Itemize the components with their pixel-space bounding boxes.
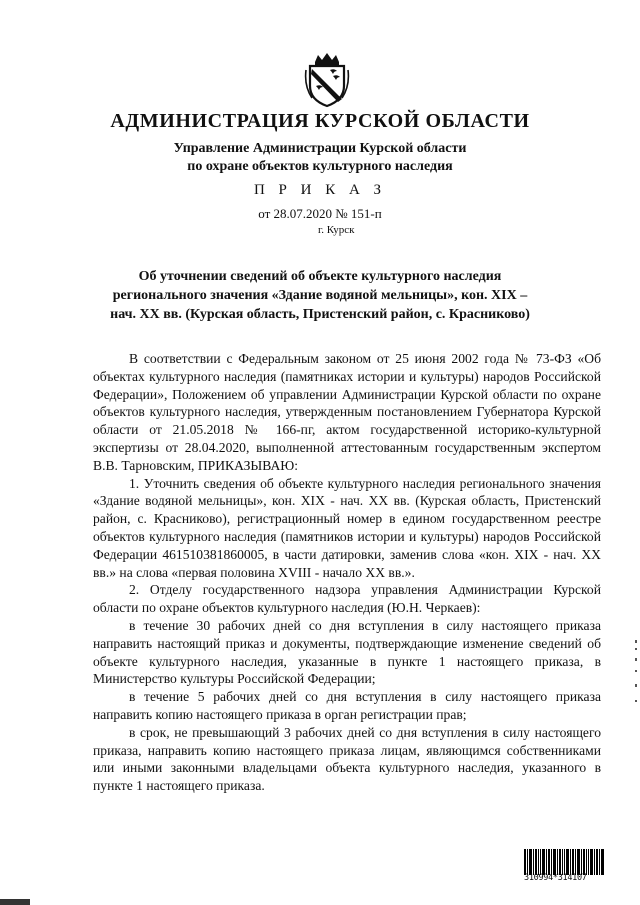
coat-of-arms-icon: [304, 52, 350, 108]
document-date-number: от 28.07.2020 № 151-п: [258, 206, 382, 221]
barcode: [524, 849, 604, 885]
scan-edge-marks: [634, 640, 638, 740]
body-paragraph-item-2: 2. Отделу государственного надзора управления Администрации Курской области по охране объектов культурного наследия (Ю.Н. Черкаев):: [93, 582, 601, 616]
subject-line-1: Об уточнении сведений об объекте культурного наследия: [138, 269, 502, 284]
body-paragraph-item-1: 1. Уточнить сведения об объекте культурного наследия регионального значения «Здание водяной мельницы», кон. XIX - нач. XX вв. (Курская область, Пристенский район, с. Красниково), регистрационный номер в едином государственном реестре объектов культурного наследия (памятников истории и культуры) народов Российской Федерации 461510381860005, в части датировки, заменив слова «кон. XIX - нач. XX вв.» на слова «первая половина XVIII - начало XX вв.».: [93, 475, 601, 580]
department-line-2: по охране объектов культурного наследия: [187, 159, 453, 174]
body-paragraph-subitem-3: в срок, не превышающий 3 рабочих дней со дня вступления в силу настоящего приказа, направить копию настоящего приказа лицам, являющимся собственниками или иными законными владельцами объекта культурного наследия, указанного в пункте 1 настоящего приказа.: [93, 724, 601, 794]
org-title: АДМИНИСТРАЦИЯ КУРСКОЙ ОБЛАСТИ: [110, 110, 530, 132]
barcode-icon: [524, 849, 604, 875]
document-city: г. Курск: [318, 224, 355, 236]
subject-line-2: регионального значения «Здание водяной мельницы», кон. XIX –: [112, 288, 528, 303]
scan-corner-mark: [0, 899, 30, 905]
document-body: [93, 350, 601, 795]
document-subject: [0, 267, 640, 324]
document-type: П Р И К А З: [253, 182, 387, 198]
body-paragraph-subitem-1: в течение 30 рабочих дней со дня вступления в силу настоящего приказа направить настоящий приказ и документы, подтверждающие изменение сведений об объекте культурного наследия, указанные в пункте 1 настоящего приказа, в Министерство культуры Российской Федерации;: [93, 617, 601, 687]
body-paragraph-preamble: В соответствии с Федеральным законом от 25 июня 2002 года № 73-ФЗ «Об объектах культурного наследия (памятниках истории и культуры) народов Российской Федерации», Положением об управлении Администрации Курской области по охране объектов культурного наследия, утвержденным постановлением Губернатора Курской области от 21.05.2018 № 166-пг, актом государственной историко-культурной экспертизы от 28.04.2020, выполненной аттестованным государственным экспертом В.В. Тарновским, ПРИКАЗЫВАЮ:: [93, 351, 601, 473]
department-name: [0, 140, 640, 176]
barcode-number: 310994*314107: [524, 873, 587, 883]
body-paragraph-subitem-2: в течение 5 рабочих дней со дня вступления в силу настоящего приказа направить копию настоящего приказа в орган регистрации прав;: [93, 689, 601, 722]
department-line-1: Управление Администрации Курской области: [173, 141, 467, 156]
subject-line-3: нач. XX вв. (Курская область, Пристенский район, с. Красниково): [110, 307, 530, 322]
